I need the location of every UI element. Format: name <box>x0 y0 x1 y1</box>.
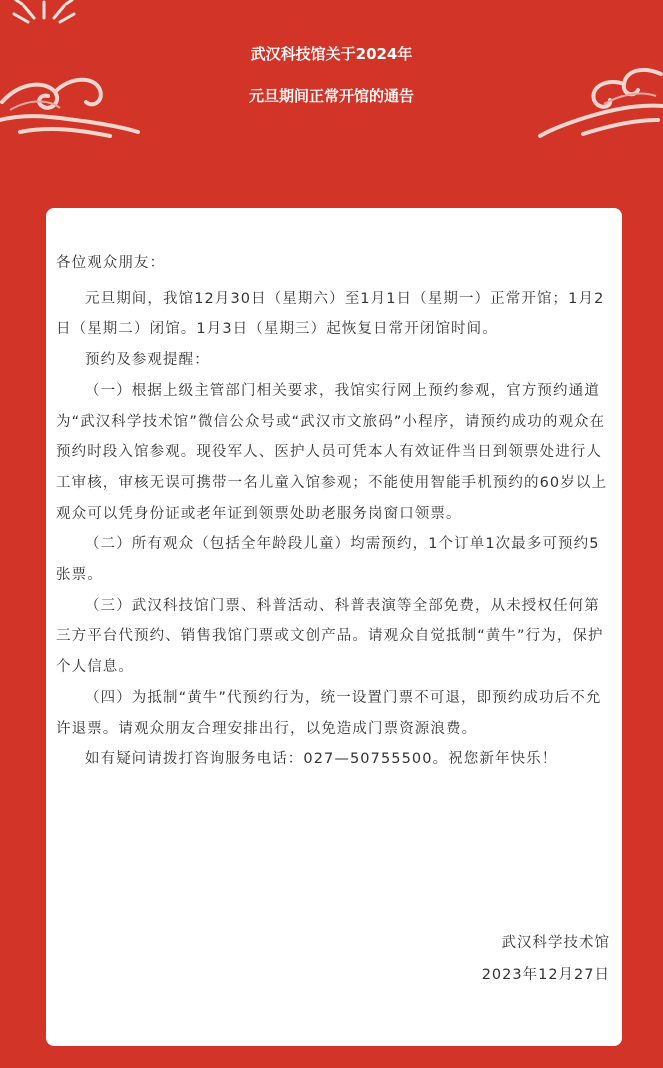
notice-paragraph: （四）为抵制“黄牛”代预约行为，统一设置门票不可退，即预约成功后不允许退票。请观众朋友合理安排出行，以免造成门票资源浪费。 <box>56 689 602 737</box>
signature-date: 2023年12月27日 <box>481 967 610 983</box>
firework-icon <box>0 0 100 30</box>
signature-organization: 武汉科学技术馆 <box>501 935 610 951</box>
notice-paragraph: 元旦期间，我馆12月30日（星期六）至1月1日（星期一）正常开馆；1月2日（星期二）闭馆。1月3日（星期三）起恢复日常开闭馆时间。 <box>56 290 605 338</box>
notice-paragraph: （一）根据上级主管部门相关要求，我馆实行网上预约参观，官方预约通道为“武汉科学技术馆”微信公众号或“武汉市文旅码”小程序，请预约成功的观众在预约时段入馆参观。现役军人、医护人员可凭本人有效证件当日到领票处进行人工审核，审核无误可携带一名儿童入馆参观；不能使用智能手机预约的60岁以上观众可以凭身份证或老年证到领票处助老服务岗窗口领票。 <box>56 382 608 522</box>
notice-paragraph: 预约及参观提醒： <box>85 352 210 369</box>
notice-card <box>46 208 622 1046</box>
notice-title-line2: 元旦期间正常开馆的通告 <box>248 87 414 105</box>
notice-body <box>56 248 612 775</box>
notice-paragraph: （二）所有观众（包括全年龄段儿童）均需预约，1个订单1次最多可预约5张票。 <box>56 536 600 584</box>
greeting: 各位观众朋友： <box>56 255 166 271</box>
notice-paragraph: （三）武汉科技馆门票、科普活动、科普表演等全部免费，从未授权任何第三方平台代预约、销售我馆门票或文创产品。请观众自觉抵制“黄牛”行为，保护个人信息。 <box>56 597 604 676</box>
notice-title-line1: 武汉科技馆关于2024年 <box>250 45 413 63</box>
notice-paragraph: 如有疑问请拨打咨询服务电话：027—50755500。祝您新年快乐！ <box>85 751 558 768</box>
